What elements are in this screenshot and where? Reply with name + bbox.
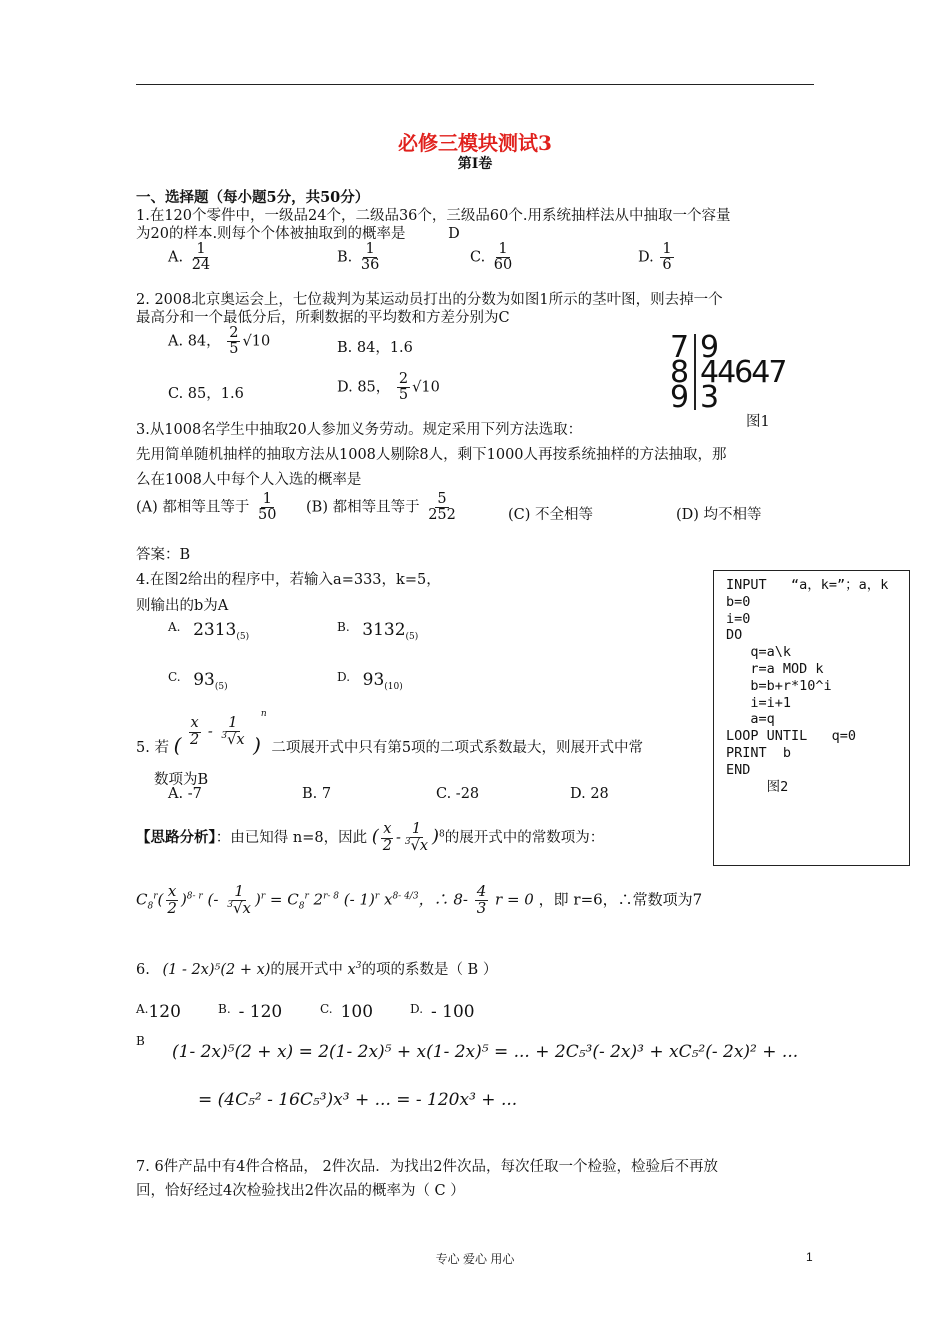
q4-option-b-base: (5) bbox=[405, 631, 419, 642]
stemleaf-leaves-7: 9 bbox=[700, 330, 718, 365]
q3-option-d: (D) 均不相等 bbox=[676, 507, 762, 523]
q6-prefix: 6. bbox=[136, 962, 150, 978]
page-title: 必修三模块测试3 bbox=[398, 131, 552, 155]
q1-option-a bbox=[168, 242, 214, 273]
frac-num: 2 bbox=[229, 325, 239, 341]
frac-den: 50 bbox=[258, 507, 277, 524]
q1-option-c-frac bbox=[492, 242, 514, 273]
q4-option-c-base: (5) bbox=[214, 681, 228, 692]
q5-line1: 5. 若 ( $\frac{x}{2}$ - $\frac{1}{^3√x}$ )$^n$ 二项展开式中只有第5项的二项式系数最大，则展开式中常 bbox=[136, 709, 644, 758]
q2-option-b: B. 84，1.6 bbox=[337, 340, 413, 356]
q6-line: 6. (1 - 2x)⁵(2 + x)的展开式中 $x^3$的项的系数是（ B ） bbox=[136, 961, 498, 978]
q4-option-d bbox=[337, 670, 403, 692]
q1-option-d bbox=[638, 242, 676, 273]
program-line: DO bbox=[726, 627, 743, 644]
q2-option-d-text: D. 85， bbox=[337, 379, 391, 396]
figure2-caption: 图2 bbox=[726, 778, 789, 795]
frac-den: 36 bbox=[360, 257, 380, 274]
q6-option-b-label: B. bbox=[218, 1002, 231, 1016]
q2-option-d bbox=[337, 372, 440, 403]
q5-analysis: 【思路分析】：由已知得 n=8，因此 ( $\frac{x}{2}$ - $\frac{1}{^3√x}$ )$^8$的展开式中的常数项为： bbox=[136, 821, 605, 855]
q6-option-d-label: D. bbox=[410, 1002, 424, 1016]
q3-option-b-frac bbox=[426, 492, 458, 523]
q6-mid: 的展开式中 bbox=[270, 962, 343, 978]
q1-option-a-frac bbox=[190, 242, 212, 273]
q6-option-c-label: C. bbox=[320, 1002, 333, 1016]
q7-line2: 回，恰好经过4次检验找出2件次品的概率为（ C ） bbox=[136, 1183, 465, 1199]
stemleaf-leaves-8: 44647 bbox=[700, 355, 786, 390]
analysis-text: ：由已知得 n=8，因此 bbox=[215, 830, 368, 847]
program-line: LOOP UNTIL q=0 bbox=[726, 728, 857, 745]
q7-line1: 7. 6件产品中有4件合格品， 2件次品．为找出2件次品，每次任取一个检验，检验后不再放 bbox=[136, 1159, 718, 1175]
q4-option-a-base: (5) bbox=[236, 631, 250, 642]
figure1-caption: 图1 bbox=[746, 414, 770, 430]
q5-text: 二项展开式中只有第5项的二项式系数最大，则展开式中常 bbox=[271, 740, 644, 757]
q6-option-a-label: A. bbox=[136, 1002, 149, 1016]
q1-line2 bbox=[136, 222, 460, 243]
q5-frac-x2: $\frac{x}{2}$ bbox=[189, 715, 200, 748]
q6-option-c bbox=[320, 1002, 373, 1022]
frac-num: 1 bbox=[365, 241, 375, 257]
q2-option-a-text: A. 84， bbox=[168, 333, 221, 350]
q3-answer: 答案：B bbox=[136, 547, 191, 563]
analysis-frac-cbrt: $\frac{1}{^3√x}$ bbox=[404, 821, 429, 855]
q6-option-b-value: - 120 bbox=[238, 1002, 283, 1022]
q1-answer: D bbox=[448, 226, 460, 242]
frac-den: 5 bbox=[398, 387, 409, 404]
program-line: i=0 bbox=[726, 610, 751, 627]
q3-option-a-text: (A) 都相等且等于 bbox=[136, 499, 250, 516]
q2-option-a-sqrt: √10 bbox=[242, 333, 271, 350]
q6-option-d-value: - 100 bbox=[431, 1002, 475, 1022]
q6-option-c-value: 100 bbox=[340, 1002, 374, 1022]
frac-den: 5 bbox=[229, 341, 239, 358]
q6-solution-line2: = (4C₅² - 16C₅³)x³ + ... = - 120x³ + ... bbox=[198, 1090, 518, 1110]
q4-option-b-value: 3132 bbox=[362, 620, 406, 640]
program-line: r=a MOD k bbox=[726, 660, 824, 677]
q2-option-c: C. 85，1.6 bbox=[168, 386, 244, 402]
q5-result: ，即 r=6，∴常数项为7 bbox=[538, 890, 703, 909]
q1-option-c bbox=[470, 242, 516, 273]
frac-den: 252 bbox=[428, 507, 456, 524]
stemleaf-stem-9: 9 bbox=[670, 380, 688, 415]
q6-tail: 的项的系数是（ B ） bbox=[361, 962, 498, 978]
q1-option-d-frac bbox=[660, 242, 673, 273]
q4-option-d-base: (10) bbox=[384, 681, 403, 692]
q6-option-d bbox=[410, 1002, 475, 1022]
q1-option-b-frac bbox=[359, 242, 381, 273]
q4-option-c bbox=[168, 670, 228, 692]
program-box bbox=[713, 570, 910, 866]
q3-option-b bbox=[306, 492, 460, 523]
q5-derivation: $C_8^r$( $\frac{x}{2}$ )$^{8- r}$ (- $\frac{1}{^3√x}$ )$^r = C_8^r$ 2$^{r- 8}$ (- 1)$^r$ $x^{8- 4/3}$，∴ 8- $\frac{4}{3}$ r = 0 ，即 r=6，∴常数项为7 bbox=[136, 882, 703, 917]
q3-option-a-frac bbox=[256, 492, 278, 523]
analysis-frac-x2: $\frac{x}{2}$ bbox=[382, 821, 392, 854]
q4-option-d-value: 93 bbox=[362, 670, 385, 690]
q1-option-b-label: B. bbox=[337, 249, 353, 266]
q4-option-b-label: B. bbox=[337, 620, 350, 634]
frac-num: 2 bbox=[398, 371, 409, 387]
q6-option-a bbox=[136, 1002, 181, 1022]
q4-option-c-label: C. bbox=[168, 670, 181, 684]
q4-option-a bbox=[168, 620, 249, 642]
footer-text: 专心 爱心 用心 bbox=[435, 1252, 515, 1266]
q2-line2: 最高分和一个最低分后，所剩数据的平均数和方差分别为C bbox=[136, 310, 510, 326]
q5-option-c: C. -28 bbox=[436, 786, 480, 802]
q4-option-a-label: A. bbox=[168, 620, 181, 634]
q4-line2: 则输出的b为A bbox=[136, 598, 229, 614]
frac-den: 60 bbox=[493, 257, 513, 274]
q5-prefix: 5. 若 bbox=[136, 740, 169, 757]
frac-num: 1 bbox=[196, 241, 206, 257]
program-line: q=a\k bbox=[726, 644, 792, 661]
section-heading: 一、选择题（每小题5分，共50分） bbox=[136, 189, 370, 206]
q5-option-d: D. 28 bbox=[570, 786, 609, 802]
q2-option-d-sqrt: √10 bbox=[412, 379, 440, 396]
q6-solution-line1: (1- 2x)⁵(2 + x) = 2(1- 2x)⁵ + x(1- 2x)⁵ = ... + 2C₅³(- 2x)³ + xC₅²(- 2x)² + ... bbox=[172, 1042, 799, 1062]
q5-line2: 数项为B bbox=[154, 772, 209, 788]
program-line: i=i+1 bbox=[726, 694, 792, 711]
q1-option-d-label: D. bbox=[638, 249, 654, 266]
q3-line1: 3.从1008名学生中抽取20人参加义务劳动。规定采用下列方法选取： bbox=[136, 422, 583, 438]
q5-option-b: B. 7 bbox=[302, 786, 332, 802]
program-line: END bbox=[726, 761, 751, 778]
q3-option-b-text: (B) 都相等且等于 bbox=[306, 499, 420, 516]
q2-option-a-frac bbox=[227, 326, 240, 357]
program-line: b=0 bbox=[726, 593, 751, 610]
stemleaf-leaves-9: 3 bbox=[700, 380, 718, 415]
frac-den: 6 bbox=[662, 257, 672, 274]
program-line: PRINT b bbox=[726, 744, 792, 761]
q3-line3: 么在1008人中每个人入选的概率是 bbox=[136, 472, 362, 488]
q5-option-a: A. -7 bbox=[168, 786, 202, 802]
frac-num: 5 bbox=[437, 491, 447, 507]
page-number: 1 bbox=[806, 1250, 813, 1264]
q4-option-b bbox=[337, 620, 418, 642]
analysis-tail: 的展开式中的常数项为： bbox=[444, 830, 605, 847]
q1-option-c-label: C. bbox=[470, 249, 486, 266]
q3-option-a bbox=[136, 492, 280, 523]
q6-answer: B bbox=[136, 1034, 145, 1048]
q1-option-a-label: A. bbox=[168, 249, 184, 266]
frac-num: 1 bbox=[262, 491, 272, 507]
q4-option-d-label: D. bbox=[337, 670, 351, 684]
q6-option-b bbox=[218, 1002, 282, 1022]
q3-option-c: (C) 不全相等 bbox=[508, 507, 594, 523]
q2-line1: 2. 2008北京奥运会上，七位裁判为某运动员打出的分数为如图1所示的茎叶图，则去掉一个 bbox=[136, 292, 723, 308]
q6-option-a-value: 120 bbox=[148, 1002, 181, 1022]
program-line: INPUT “a，k=”；a，k bbox=[726, 577, 889, 593]
analysis-label: 【思路分析】 bbox=[136, 829, 216, 847]
program-line: a=q bbox=[726, 711, 775, 728]
q2-option-a bbox=[168, 326, 270, 357]
stemleaf-divider bbox=[694, 334, 696, 410]
frac-den: 24 bbox=[191, 257, 211, 274]
q2-option-d-frac bbox=[397, 372, 410, 403]
q4-option-a-value: 2313 bbox=[193, 620, 237, 640]
q6-expr: (1 - 2x)⁵(2 + x) bbox=[162, 962, 271, 978]
frac-num: 1 bbox=[662, 241, 672, 257]
stemleaf-stem-7: 7 bbox=[670, 330, 688, 365]
q4-line1: 4.在图2给出的程序中，若输入a=333，k=5， bbox=[136, 572, 441, 588]
q4-option-c-value: 93 bbox=[193, 670, 215, 690]
page-subtitle: 第I卷 bbox=[457, 156, 493, 172]
frac-num: 1 bbox=[498, 241, 508, 257]
q1-line2-text: 为20的样本.则每个个体被抽取到的概率是 bbox=[136, 226, 406, 242]
q1-option-b bbox=[337, 242, 383, 273]
q1-line1: 1.在120个零件中，一级品24个，二级品36个，三级品60个.用系统抽样法从中抽取一个容量 bbox=[136, 208, 731, 224]
q3-line2: 先用简单随机抽样的抽取方法从1008人剔除8人，剩下1000人再按系统抽样的方法抽取，那 bbox=[136, 447, 727, 463]
q5-frac-cbrt: $\frac{1}{^3√x}$ bbox=[221, 715, 245, 749]
header-rule bbox=[136, 84, 814, 85]
stemleaf-stem-8: 8 bbox=[670, 355, 688, 390]
program-line: b=b+r*10^i bbox=[726, 677, 832, 694]
